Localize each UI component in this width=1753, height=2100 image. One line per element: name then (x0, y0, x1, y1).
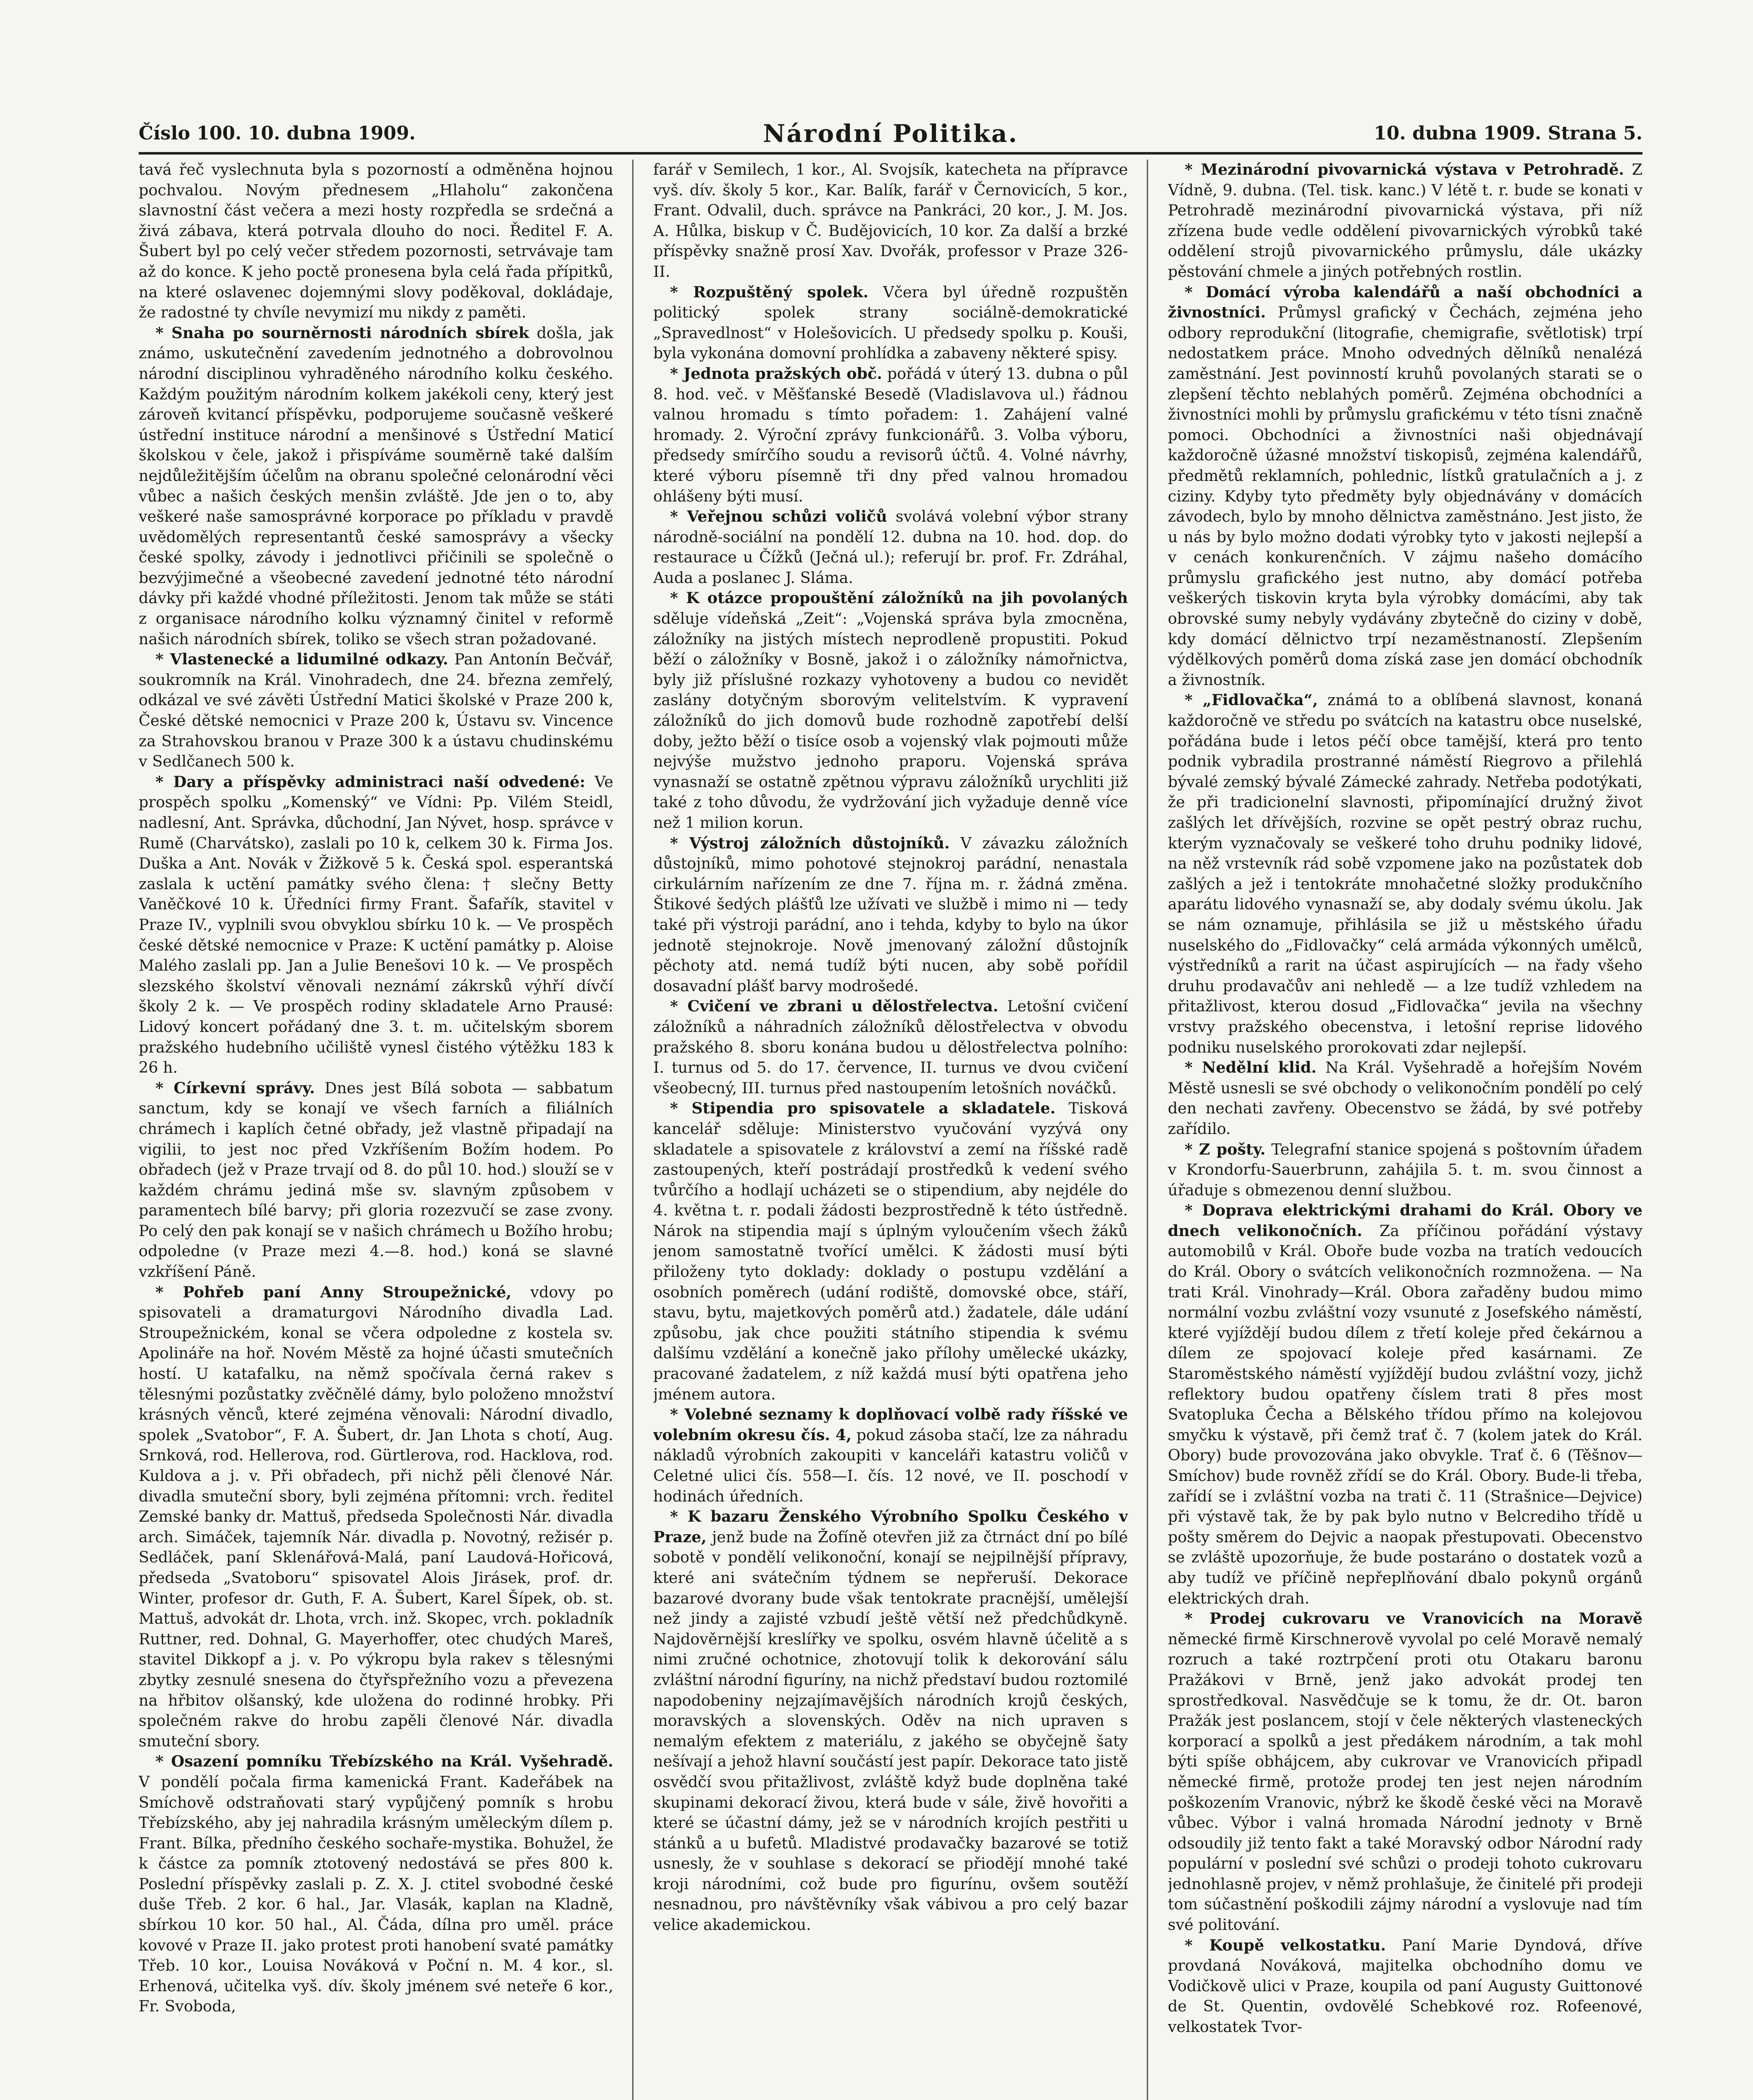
header-rule (139, 152, 1643, 155)
article-text: německé firmě Kirschnerově vyvolal po celé Moravě nemalý rozruch a také roztrpčení proti otu Otakaru baronu Pražákovi v Brně, jenž jako advokát prodej ten sprostředkoval. Nasvědčuje se k tomu, že dr. Ot. baron Pražák jest poslancem, stojí v čele některých vlasteneckých korporací a spolků a jest předákem národním, a tak mohl býti spíše obhájcem, aby cukrovar ve Vranovicích připadl německé firmě, protože prodej ten jest nejen národním poškozením Vranovic, nýbrž ke škodě české věci na Moravě vůbec. Výbor i valná hromada Národní jednoty v Brně odsoudily již tento fakt a také Moravský odbor Národní rady populární v poslední své schůzi o prodeji tohoto cukrovaru jednohlasně projev, v němž prohlašuje, že činitelé při prodeji tom súčastnění poškodili zájmy národní a vyslovuje nad tím své politování. (1168, 1630, 1643, 1934)
article-heading: * Rozpuštěný spolek. (670, 283, 869, 301)
article-text: Pan Antonín Bečvář, soukromník na Král. Vinohradech, dne 24. března zemřelý, odkázal ve své závěti Ústřední Matici školské v Praze 200 k, České dětské nemocnici v Praze 200 k, Ústavu sv. Vincence za Strahovskou branou v Praze 300 k a ústavu chudinskému v Sedlčanech 500 k. (139, 650, 613, 771)
article-text: V závazku záložních důstojníků, mimo pohotové stejnokroj parádní, nenastala cirkulárním nařízením ze dne 7. října m. r. žádná změna. Štikové šedých plášťů lze užívati ve službě i mimo ni — tedy také při výstroji parádní, ano i tehda, kdyby to bylo na úkor jednotě stejnokroje. Nově jmenovaný záložní důstojník pěchoty atd. nemá tudíž býti nucen, aby sobě pořídil dosavadní plášť barvy modrošedé. (653, 834, 1128, 995)
article-text: Průmysl grafický v Čechách, zejména jeho odbory reprodukční (litografie, chemigrafie, světlotisk) trpí nedostatkem práce. Mnoho odvedných dělníků nenalézá zaměstnání. Jest povinností kruhů povolaných starati se o zlepšení těchto neblahých poměrů. Zejména obchodníci a živnostníci mohli by průmyslu grafickému v této tísni značně pomoci. Obchodníci a živnostníci naši objednávají každoročně úžasné množství tiskopisů, zejména kalendářů, předmětů reklamních, pohlednic, lístků gratulačních a j. z ciziny. Kdyby tyto předměty byly objednávány v domácích závodech, bylo by mnoho dělnictva zaměstnáno. Jest jisto, že u nás by bylo možno dodati výrobky tyto v jakosti nejlepší a v cenách konkurenčních. V zájmu našeho domácího průmyslu grafického jest nutno, aby domácí potřeba veškerých tiskovin kryta byla výrobky domácími, aby tak obrovské sumy nebyly vydávány zbytečně do ciziny v době, kdy domácí dělnictvo trpí nezaměstnaností. Zlepšením výdělkových poměrů doma získá zase jen domácí obchodník a živnostník. (1168, 303, 1643, 689)
article-heading: * K otázce propouštění záložníků na jih povolaných (670, 589, 1128, 607)
article-heading: * Nedělní klid. (1185, 1058, 1317, 1077)
article-text: Dnes jest Bílá sobota — sabbatum sanctum, kdy se konají ve všech farních a filiálních chrámech i kaplích četné obřady, jež vlastně připadají na vigilii, to jest noc před Vzkříšením Božím hodem. Po obřadech (jež v Praze trvají od 8. do půl 10. hod.) slouží se v každém chrámu jediná mše sv. slavným způsobem v paramentech bílé barvy; při gloria rozezvučí se zase zvony. Po celý den pak konají se v našich chrámech u Božího hrobu; odpoledne (v Praze mezi 4.—8. hod.) koná se slavné vzkříšení Páně. (139, 1079, 613, 1281)
article-text: Paní Marie Dyndová, dříve provdaná Nováková, majitelka obchodního domu ve Vodičkově ulici v Praze, koupila od paní Augusty Guittonové de St. Quentin, ovdovělé Schebkové roz. Rofeenové, velkostatek Tvor- (1168, 1936, 1643, 2036)
article-heading: * Koupě velkostatku. (1185, 1936, 1386, 1954)
article-heading: * Stipendia pro spisovatele a skladatele. (670, 1099, 1056, 1118)
article-heading: * K bazaru Ženského Výrobního Spolku Českého v Praze, (653, 1507, 1128, 1546)
article-paragraph (139, 1282, 613, 1752)
text-column-2 (653, 160, 1128, 2100)
article-heading: * Snaha po sourněrnosti národních sbírek (155, 323, 529, 342)
article-heading: * Pohřeb paní Anny Stroupežnické, (155, 1283, 512, 1301)
article-paragraph (139, 323, 613, 650)
article-paragraph (1168, 1935, 1643, 2037)
article-heading: * „Fidlovačka“, (1185, 691, 1318, 709)
article-paragraph (1168, 1200, 1643, 1609)
article-paragraph (139, 649, 613, 772)
article-text: Z Vídně, 9. dubna. (Tel. tisk. kanc.) V létě t. r. bude se konati v Petrohradě mezinárodní pivovarnická výstava, při níž zřízena bude vedle oddělení pivovarnických výrobků také oddělení strojů pivovarnického průmyslu, dále ukázky pěstování chmele a jiných potřebných rostlin. (1168, 160, 1643, 281)
article-paragraph (653, 1098, 1128, 1404)
article-heading: * Doprava elektrickými drahami do Král. Obory ve dnech velikonočních. (1168, 1201, 1643, 1240)
masthead (139, 113, 1643, 151)
article-paragraph (653, 160, 1128, 282)
article-text: sděluje vídeňská „Zeit“: „Vojenská správa byla zmocněna, záložníky na jistých místech neprodleně propustiti. Pokud běží o záložníky v Bosně, jakož i o záložníky námořnictva, byly již příslušné rozkazy vyhotoveny a budou co nevidět zaslány dotyčným sborovým velitelstvím. K vypravení záložníků do jich domovů bude rozhodně zapotřebí delší doby, ježto běží o tisíce osob a vojenský vlak pojmouti může nejvýše mužstvo jednoho praporu. Vojenská správa vynasnaží se ostatně zpětnou výpravu záložníků urychliti již také z toho důvodu, že vydržování jich vyžaduje denně více než 1 milion korun. (653, 609, 1128, 832)
article-text: V pondělí počala firma kamenická Frant. Kadeřábek na Smíchově odstraňovati starý vypůjčený pomník s hrobu Třebízského, aby jej nahradila krásným uměleckým dílem p. Frant. Bílka, předního českého sochaře-mystika. Bohužel, že k částce za pomník ztotovený nedostává se přes 800 k. Poslední příspěvky zaslali p. Z. X. J. ctitel svobodné české duše Třeb. 2 kor. 6 hal., Jar. Vlasák, kaplan na Kladně, sbírkou 10 kor. 50 hal., Al. Čáda, dílna pro uměl. práce kovové v Praze II. jako protest proti hanobení svaté památky Třeb. 10 kor., Louisa Nováková v Poční n. M. 4 kor., sl. Erhenová, učitelka vyš. dív. školy jménem své neteře 6 kor., Fr. Svoboda, (139, 1772, 613, 2016)
article-heading: * Dary a příspěvky administraci naší odvedené: (155, 772, 586, 791)
article-text: vdovy po spisovateli a dramaturgovi Národního divadla Lad. Stroupežnickém, konal se včera odpoledne z kostela sv. Apolináře na hoř. Novém Městě za hojné účasti smutečních hostí. U katafalku, na němž spočívala černá rakev s tělesnými pozůstatky zvěčnělé dámy, bylo položeno množství krásných věnců, které zejména věnovali: Národní divadlo, spolek „Svatobor“, F. A. Šubert, dr. Jan Lhota s chotí, Aug. Srnková, rod. Hellerova, rod. Gürtlerova, rod. Hacklova, rod. Kuldova a j. v. Při obřadech, při nichž pěli členové Nár. divadla smuteční sbory, byli zejména přítomni: vrch. ředitel Zemské banky dr. Mattuš, předseda Společnosti Nár. divadla arch. Simáček, tajemník Nár. divadla p. Novotný, režisér p. Sedláček, paní Sklenářová-Malá, paní Laudová-Hořicová, předseda „Svatoboru“ spisovatel Alois Jirásek, prof. dr. Winter, profesor dr. Guth, F. A. Šubert, Karel Šípek, ob. st. Mattuš, advokát dr. Lhota, vrch. inž. Skopec, vrch. pokladník Ruttner, red. Dohnal, G. Mayerhoffer, otec chudých Mareš, stavitel Dikkopf a j. v. Po výkropu byla rakev s tělesnými zbytky zesnulé snesena do čtyřspřežního vozu a převezena na hřbitov olšanský, kde uložena do rodinné hrobky. Při společném rakve do hrobu zapěli členové Nár. divadla smuteční sbory. (139, 1283, 613, 1750)
article-text: Včera byl úředně rozpuštěn politický spolek strany sociálně-demokratické „Spravedlnost“ v Holešovicích. U předsedy spolku p. Kouši, byla vykonána domovní prohlídka a zabaveny některé spisy. (653, 283, 1128, 362)
newspaper-title: Národní Politika. (763, 119, 1018, 148)
article-text: Tisková kancelář sděluje: Ministerstvo vyučování vyzývá ony skladatele a spisovatele z království a zemí na říšské radě zastoupených, kteří postrádají prostředků k vedení svého tvůrčího a hodlají ucházeti se o stipendium, aby nejdéle do 4. května t. r. podali žádosti bezprostředně k této ústředně. Nárok na stipendia mají s úplným vyloučením všech žáků jenom samostatně tvořící umělci. K žádosti musí býti přiloženy tyto doklady: doklady o postupu vzdělání a osobních poměrech (udání rodiště, domovské obce, stáří, stavu, bytu, majetkových poměrů atd.) žadatele, dále udání způsobu, jak chce použiti státního stipendia k svému dalšímu vzdělání a konečně jako přílohy umělecké ukázky, pracované žadatelem, z níž každá musí býti opatřena jeho jménem autora. (653, 1099, 1128, 1403)
article-text: farář v Semilech, 1 kor., Al. Svojsík, katecheta na přípravce vyš. dív. školy 5 kor., Kar. Balík, farář v Černovicích, 5 kor., Frant. Odvalil, duch. správce na Pankráci, 20 kor., J. M. Jos. A. Hůlka, biskup v Č. Budějovicích, 10 kor. Za další a brzké příspěvky snažně prosí Xav. Dvořák, professor v Praze 326-II. (653, 160, 1128, 281)
article-paragraph (653, 364, 1128, 507)
article-paragraph (1168, 1058, 1643, 1139)
newspaper-page (139, 113, 1643, 2100)
article-paragraph (139, 1078, 613, 1282)
article-heading: * Veřejnou schůzi voličů (670, 507, 887, 526)
article-heading: * Mezinárodní pivovarnická výstava v Petrohradě. (1185, 160, 1624, 178)
article-heading: * Domácí výroba kalendářů a naší obchodníci a živnostníci. (1168, 283, 1643, 322)
article-heading: * Prodej cukrovaru ve Vranovicích na Moravě (1185, 1609, 1643, 1628)
article-heading: * Církevní správy. (155, 1079, 315, 1097)
article-text: pořádá v úterý 13. dubna o půl 8. hod. več. v Měšťanské Besedě (Vladislavova ul.) řádnou valnou hromadu s tímto pořadem: 1. Zahájení valné hromady. 2. Výroční zprávy funkcionářů. 3. Volba výboru, předsedy smírčího soudu a revisorů účtů. 4. Volné návrhy, které výboru písemně tři dny před valnou hromadou ohlášeny býti musí. (653, 364, 1128, 505)
article-paragraph (653, 282, 1128, 364)
column-divider (1147, 160, 1148, 2100)
article-heading: * Výstroj záložních důstojníků. (670, 834, 950, 852)
text-column-3 (1168, 160, 1643, 2100)
article-heading: * Jednota pražských obč. (670, 364, 883, 383)
article-text: Telegrafní stanice spojená s poštovním úřadem v Krondorfu-Sauerbrunn, zahájila 5. t. m. svou činnost a úřaduje s obmezenou denní službou. (1168, 1140, 1643, 1199)
article-text: známá to a oblíbená slavnost, konaná každoročně ve středu po svátcích na katastru obce nuselské, pořádána bude i letos péčí obce tamější, která pro tento podnik vybradila prostranné náměstí Riegrovo a přilehlá bývalé zemský bývalé Zámecké zahrady. Netřeba podotýkati, že při tradicionelní slavnosti, připomínající družný život zašlých let dřívějších, rozvine se opět pestrý obraz ruchu, kterým vyznačovaly se veškeré toho druhu podniky lidové, na něž vrstevník rád sobě vzpomene jako na pozůstatek dob zašlých a jež i tentokráte mnohačetné složky produkčního aparátu lidového vynasnaží se, aby dodaly svému úkolu. Jak se nám oznamuje, přihlásila se již u městského úřadu nuselského do „Fidlovačky“ celá armáda výkonných umělců, výstředníků a rarit na účast aspirujících — na řady všeho druhu prodavačův ani nehledě — a lze tudíž vzhledem na přitažlivost, kterou dosud „Fidlovačka“ jevila na všechny vrstvy pražského obecenstva, i letošní reprise lidového podniku nuselského prorokovati zdar nejlepší. (1168, 691, 1643, 1056)
article-paragraph (653, 833, 1128, 997)
article-text: došla, jak známo, uskutečnění zavedením jednotného a dobrovolnou národní disciplinou vyhraděného národního kolku českého. Každým použitým národním kolkem jakékoli ceny, který jest zároveň kvitancí příspěvku, podporujeme současně veškeré ústřední instituce národní a menšinové s Ústřední Maticí školskou v čele, jakož i přispíváme souměrně také dalším nejdůležitějším účelům na obranu společné celonárodní věci vůbec a našich českých menšin zvláště. Jde jen o to, aby veškeré naše samosprávné korporace po příkladu v pravdě uvědomělých representantů české samosprávy a všecky české spolky, závody i jednotlivci přičinili se společně o bezvýjimečné a všeobecné zavedení jednotné této národní dávky při každé vhodné příležitosti. Jenom tak může se státi z organisace národního kolku významný činitel v reformě našich národních sbírek, toliko se všech stran požadované. (139, 323, 613, 648)
article-heading: * Vlastenecké a lidumilné odkazy. (155, 650, 449, 669)
article-text: Na Král. Vyšehradě a hořejším Novém Městě usnesli se své obchody o velikonočním pondělí po celý den nechati zavřeny. Obecenstvo se žádá, by své potřeby zařídilo. (1168, 1058, 1643, 1138)
article-paragraph (1168, 690, 1643, 1058)
article-heading: * Z pošty. (1185, 1140, 1266, 1158)
article-heading: * Volebné seznamy k doplňovací volbě rady říšské ve volebním okresu čís. 4, (653, 1405, 1128, 1444)
article-paragraph (1168, 1609, 1643, 1935)
article-paragraph (653, 507, 1128, 588)
article-text: Za příčinou pořádání výstavy automobilů v Král. Oboře bude vozba na tratích vedoucích do Král. Obory o svátcích velikonočních rozmnožena. — Na trati Král. Vinohrady—Král. Obora zařaděny budou mimo normální vozbu zvláštní vozy vsunuté z Josefského náměstí, které vyjíždějí budou dílem z třetí koleje před čekárnou a dílem ze spojovací koleje před kasárnami. Ze Staroměstského náměstí vyjíždějí budou zvláštní vozy, jichž reflektory budou opatřeny číslem trati 8 přes most Svatopluka Čecha a Bělského třídou přímo na kolejovou smyčku k výstavě, při čemž trať č. 7 (kolem jatek do Král. Obory) bude provozována jako obvykle. Trať č. 6 (Těšnov—Smíchov) bude rovněž zřídí se do Král. Obory. Bude-li třeba, zařídí se i zvláštní vozba na trati č. 11 (Strašnice—Dejvice) při výstavě tak, že by pak bylo nutno v Belcrediho třídě u pošty směrem do Dejvic a naopak přestupovati. Obecenstvo se zvláště upozorňuje, že bude postaráno o dostatek vozů a aby tudíž ve příčině nepřeplňování dbalo pokynů orgánů elektrických drah. (1168, 1221, 1643, 1607)
text-column-1 (139, 160, 613, 2100)
article-paragraph (139, 772, 613, 1078)
article-text: jenž bude na Žofíně otevřen již za čtrnáct dní po bílé sobotě v pondělí velikonoční, konají se nejpilnější přípravy, které ani svátečním týdnem se nepřeruší. Dekorace bazarové dvorany bude však tentokrate pracnější, umělejší než jindy a zajisté vzbudí ještě větší než předchůdkyně. Najdověrnější kreslířky ve spolku, osvém hlavně účelitě a s nimi zručné ochotnice, zhotovují tolik k dekorování sálu zvláštní národní figuríny, na nichž představí budou roztomilé napodobeniny nejzajímavějších národních krojů českých, moravských a slovenských. Oděv na nich upraven s nemalým efektem z materiálu, z jakého se obyčejně šaty nešívají a jehož hlavní součástí jest papír. Dekorace tato jistě osvědčí svou přitažlivost, zvláště když bude doplněna také skupinami dekorací živou, která bude v sále, živě hovořiti a které se účastní dámy, jež se v národních krojích pestřiti u stánků a u bufetů. Mladistvé prodavačky bazarové se totiž usnesly, že v souhlase s dekorací se přiodějí mnohé také kroji národními, což bude pro figurínu, ovšem soutěží nesnadnou, pro návštěvníky však vábivou a pro celý bazar velice akademickou. (653, 1528, 1128, 1934)
issue-number-date: Číslo 100. 10. dubna 1909. (139, 123, 416, 144)
article-paragraph (139, 160, 613, 323)
article-text: Ve prospěch spolku „Komenský“ ve Vídni: Pp. Vilém Steidl, nadlesní, Ant. Správka, důchodní, Jan Nývet, hosp. správce v Rumě (Charvátsko), zaslali po 10 k, celkem 30 k. Firma Jos. Duška a Ant. Novák v Žižkově 5 k. Česká spol. esperantská zaslala k uctění památky svého člena: † slečny Betty Vaněčkové 10 k. Úředníci firmy Frant. Šafařík, stavitel v Praze IV., vyplnili svou obvyklou sbírku 10 k. — Ve prospěch české dětské nemocnice v Praze: K uctění památky p. Aloise Malého zaslali pp. Jan a Julie Benešovi 10 k. — Ve prospěch slezského školství věnovali neznámí zákrsků výhří dívčí školy 2 k. — Ve prospěch rodiny skladatele Arno Prausé: Lidový koncert pořádaný dne 3. t. m. učitelským sborem pražského hudebního učiliště vynesl čistého výtěžku 183 k 26 h. (139, 772, 613, 1077)
article-paragraph (1168, 1139, 1643, 1201)
column-divider (632, 160, 633, 2100)
article-paragraph (653, 588, 1128, 833)
article-text: Letošní cvičení záložníků a náhradních záložníků dělostřelectva v obvodu pražského 8. sboru konána budou u dělostřelectva polního: I. turnus od 5. do 17. července, II. turnus ve dvou cvičení všeobecný, III. turnus před nastoupením letošních nováčků. (653, 997, 1128, 1097)
article-paragraph (653, 1507, 1128, 1935)
article-paragraph (653, 996, 1128, 1098)
article-paragraph (1168, 282, 1643, 690)
page-date-number: 10. dubna 1909. Strana 5. (1374, 123, 1643, 144)
article-heading: * Osazení pomníku Třebízského na Král. Vyšehradě. (155, 1752, 613, 1771)
article-paragraph (653, 1404, 1128, 1507)
article-paragraph (139, 1751, 613, 2017)
article-text: pokud zásoba stačí, lze za náhradu nákladů výrobních zakoupiti v kanceláři katastru voličů v Celetné ulici čís. 558—I. čís. 12 nové, ve II. poschodí v hodinách úředních. (653, 1425, 1128, 1505)
article-text: svolává volební výbor strany národně-sociální na pondělí 12. dubna na 10. hod. dop. do restaurace u Čížků (Ječná ul.); referují br. prof. Fr. Zdráhal, Auda a poslanec J. Sláma. (653, 507, 1128, 587)
article-paragraph (1168, 160, 1643, 282)
article-heading: * Cvičení ve zbrani u dělostřelectva. (670, 997, 999, 1016)
article-text: tavá řeč vyslechnuta byla s pozorností a odměněna hojnou pochvalou. Novým přednesem „Hlaholu“ zakončena slavnostní část večera a mezi hosty rozpředla se srdečná a živá zábava, která potrvala dlouho do noci. Ředitel F. A. Šubert byl po celý večer středem pozornosti, setrvávaje tam až do konce. K jeho poctě pronesena byla celá řada přípitků, na které oslavenec dojemnými slovy poděkoval, dokládaje, že radostné ty chvíle nevymizí mu nikdy z paměti. (139, 160, 613, 322)
